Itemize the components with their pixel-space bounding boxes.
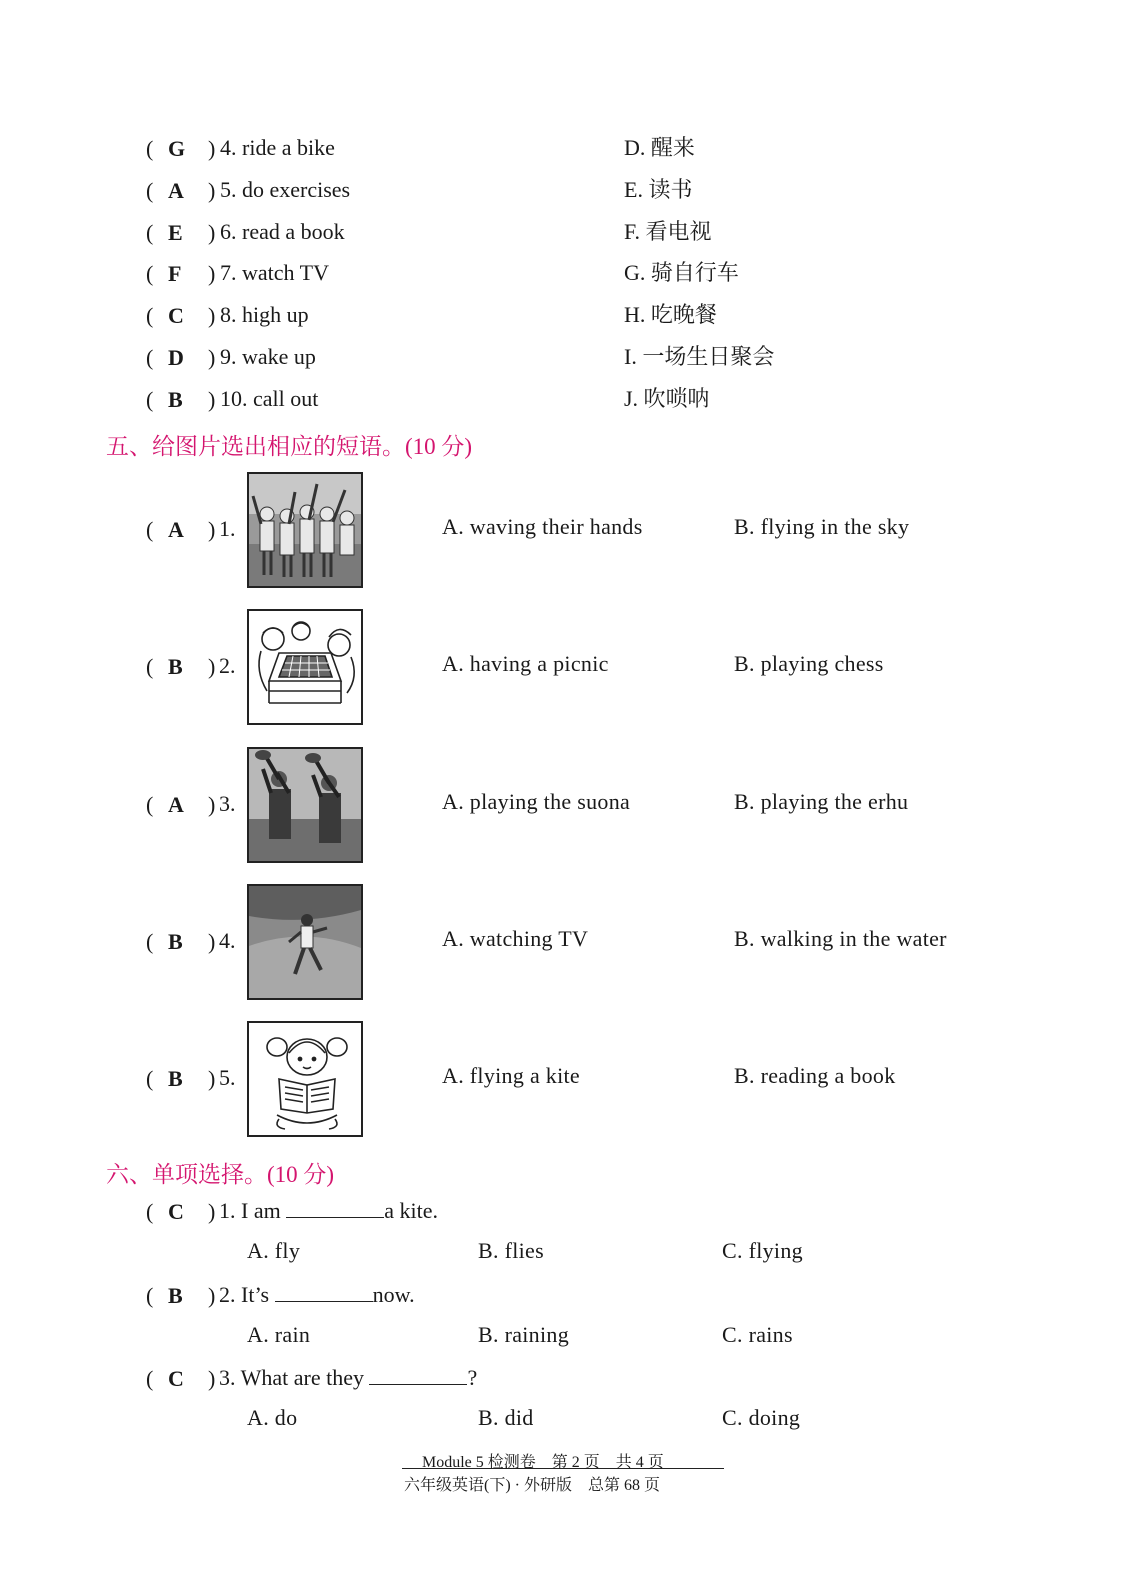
- matching-phrase: [220, 217, 345, 247]
- choice-option[interactable]: C. flying: [722, 1238, 803, 1263]
- children-waving-photo: [247, 472, 363, 588]
- section-6-heading: [106, 1156, 334, 1189]
- option-a[interactable]: A. playing the suona: [442, 788, 631, 814]
- answer-paren-close: ): [208, 654, 216, 680]
- answer-paren-open: (: [146, 261, 154, 287]
- phrase-text: ride a bike: [236, 135, 335, 160]
- answer-letter: F: [168, 261, 182, 287]
- matching-option: E. 读书: [624, 176, 693, 202]
- matching-phrase: [220, 300, 309, 330]
- answer-letter: B: [168, 1282, 183, 1308]
- answer-paren-open: (: [146, 386, 154, 412]
- answer-paren-open: (: [146, 1199, 154, 1224]
- item-number: 3.: [219, 1365, 236, 1390]
- item-number: 4.: [219, 927, 236, 953]
- answer-blank[interactable]: [286, 1199, 384, 1218]
- option-a[interactable]: A. watching TV: [442, 925, 589, 951]
- answer-paren-open: (: [146, 303, 154, 329]
- answer-letter: A: [168, 791, 184, 817]
- stem-before: I am: [235, 1198, 287, 1223]
- answer-paren-close: ): [208, 219, 216, 245]
- phrase-text: do exercises: [236, 176, 351, 202]
- girl-reading-book-drawing: [247, 1021, 363, 1137]
- stem-after: ?: [467, 1365, 478, 1390]
- phrase-text: high up: [236, 302, 309, 328]
- answer-paren-open: (: [146, 219, 154, 245]
- answer-letter: E: [168, 219, 183, 245]
- stem-before: What are they: [235, 1365, 370, 1390]
- matching-phrase: [220, 342, 316, 372]
- item-number: 6.: [220, 218, 237, 244]
- answer-paren-open: (: [146, 1282, 154, 1308]
- item-number: 5.: [220, 176, 237, 202]
- answer-letter: C: [168, 1199, 184, 1224]
- item-number: 8.: [220, 302, 237, 328]
- answer-letter: D: [168, 345, 184, 370]
- matching-option: I. 一场生日聚会: [624, 344, 775, 369]
- item-number: 4.: [220, 135, 237, 160]
- stem-after: a kite.: [384, 1198, 438, 1223]
- choice-option[interactable]: A. do: [247, 1405, 298, 1430]
- matching-phrase: [220, 384, 318, 414]
- matching-phrase: [220, 175, 350, 205]
- stem-after: now.: [372, 1281, 415, 1307]
- answer-letter: B: [168, 928, 183, 954]
- answer-letter: C: [168, 303, 184, 329]
- question-stem: [219, 1280, 415, 1310]
- option-b[interactable]: B. reading a book: [734, 1063, 896, 1089]
- question-stem: [219, 1363, 477, 1393]
- answer-paren-close: ): [208, 303, 216, 329]
- answer-letter: A: [168, 517, 184, 542]
- phrase-text: call out: [247, 385, 319, 411]
- answer-paren-open: (: [146, 345, 154, 370]
- item-number: 2.: [219, 1281, 236, 1307]
- answer-letter: G: [168, 136, 186, 161]
- option-b[interactable]: B. playing chess: [734, 651, 884, 677]
- child-walking-in-water-photo: [247, 884, 363, 1000]
- item-number: 1.: [219, 516, 236, 541]
- answer-paren-close: ): [208, 1199, 216, 1224]
- option-b[interactable]: B. walking in the water: [734, 925, 947, 951]
- phrase-text: watch TV: [236, 260, 329, 286]
- answer-letter: C: [168, 1366, 184, 1391]
- answer-paren-open: (: [146, 136, 154, 161]
- matching-option: J. 吹唢呐: [624, 385, 710, 411]
- choice-option[interactable]: C. rains: [722, 1321, 793, 1347]
- option-a[interactable]: A. flying a kite: [442, 1063, 580, 1089]
- question-stem: [219, 1196, 438, 1226]
- matching-option: H. 吃晚餐: [624, 302, 717, 328]
- item-number: 9.: [220, 344, 237, 369]
- answer-paren-open: (: [146, 928, 154, 954]
- answer-letter: B: [168, 386, 183, 412]
- choice-option[interactable]: A. fly: [247, 1238, 301, 1263]
- answer-paren-close: ): [208, 136, 216, 161]
- item-number: 5.: [219, 1065, 236, 1091]
- option-a[interactable]: A. having a picnic: [442, 651, 609, 677]
- choice-option[interactable]: C. doing: [722, 1405, 801, 1430]
- answer-paren-open: (: [146, 1366, 154, 1391]
- answer-paren-close: ): [208, 517, 216, 542]
- men-playing-suona-photo: [247, 747, 363, 863]
- answer-paren-close: ): [208, 928, 216, 954]
- item-number: 1.: [219, 1198, 236, 1223]
- item-number: 2.: [219, 653, 236, 679]
- section-5-title: 五、给图片选出相应的短语。: [106, 434, 405, 460]
- stem-before: It’s: [235, 1281, 275, 1307]
- section-5-heading: [106, 428, 472, 461]
- section-6-score: (10 分): [267, 1162, 335, 1187]
- phrase-text: wake up: [236, 344, 316, 369]
- choice-option[interactable]: B. did: [478, 1405, 534, 1430]
- answer-paren-close: ): [208, 177, 216, 203]
- option-a[interactable]: A. waving their hands: [442, 514, 643, 539]
- option-b[interactable]: B. flying in the sky: [734, 514, 910, 539]
- footer-line-2: 六年级英语(下) · 外研版 总第 68 页: [404, 1477, 660, 1494]
- choice-option[interactable]: A. rain: [247, 1321, 311, 1347]
- answer-paren-open: (: [146, 791, 154, 817]
- option-b[interactable]: B. playing the erhu: [734, 788, 909, 814]
- answer-paren-close: ): [208, 1066, 216, 1092]
- people-playing-chess-drawing: [247, 609, 363, 725]
- answer-paren-close: ): [208, 345, 216, 370]
- answer-paren-close: ): [208, 261, 216, 287]
- answer-paren-close: ): [208, 791, 216, 817]
- matching-option: D. 醒来: [624, 135, 695, 160]
- answer-paren-close: ): [208, 1366, 216, 1391]
- answer-letter: A: [168, 177, 184, 203]
- answer-letter: B: [168, 654, 183, 680]
- matching-option: G. 骑自行车: [624, 260, 739, 286]
- item-number: 7.: [220, 260, 237, 286]
- answer-letter: B: [168, 1066, 183, 1092]
- answer-paren-close: ): [208, 1282, 216, 1308]
- matching-phrase: [220, 258, 329, 288]
- matching-phrase: [220, 133, 335, 163]
- choice-option[interactable]: B. raining: [478, 1321, 569, 1347]
- item-number: 10.: [220, 385, 248, 411]
- answer-paren-open: (: [146, 654, 154, 680]
- answer-blank[interactable]: [369, 1366, 467, 1385]
- answer-paren-open: (: [146, 517, 154, 542]
- item-number: 3.: [219, 790, 236, 816]
- phrase-text: read a book: [236, 218, 345, 244]
- answer-paren-open: (: [146, 177, 154, 203]
- answer-blank[interactable]: [275, 1283, 373, 1302]
- answer-paren-open: (: [146, 1066, 154, 1092]
- answer-paren-close: ): [208, 386, 216, 412]
- choice-option[interactable]: B. flies: [478, 1238, 544, 1263]
- section-6-title: 六、单项选择。: [106, 1162, 267, 1188]
- matching-option: F. 看电视: [624, 218, 712, 244]
- footer-line-1: Module 5 检测卷 第 2 页 共 4 页: [422, 1454, 664, 1471]
- section-5-score: (10 分): [405, 434, 473, 459]
